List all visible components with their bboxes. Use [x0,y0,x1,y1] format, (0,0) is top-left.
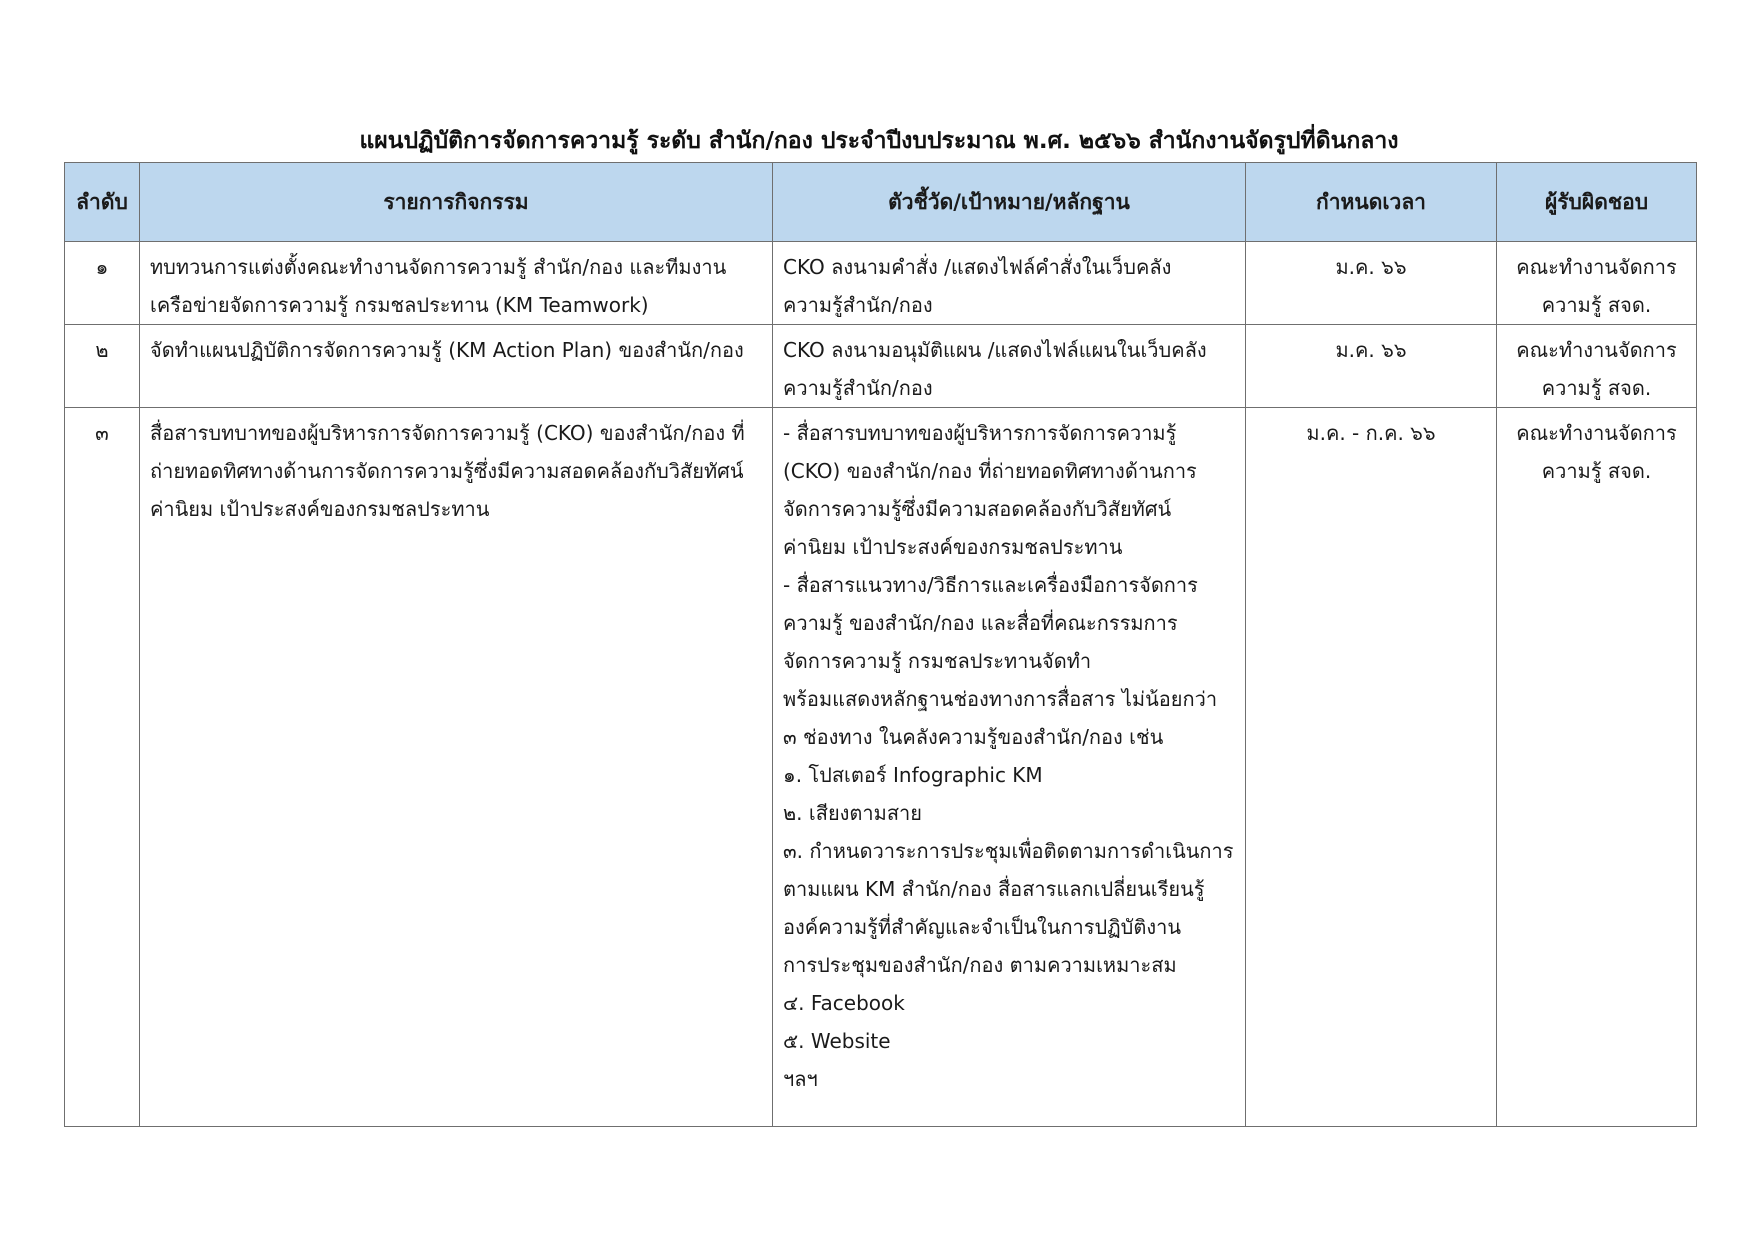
indicator-line: จัดการความรู้ กรมชลประทานจัดทำ [783,649,1092,673]
owner-line: ความรู้ สจด. [1541,293,1652,317]
row-indicator [773,242,1246,325]
km-action-plan-table [64,162,1697,1127]
header-indicator: ตัวชี้วัด/เป้าหมาย/หลักฐาน [773,163,1246,242]
indicator-line: ฯลฯ [783,1067,818,1091]
owner-line: คณะทำงานจัดการ [1516,255,1677,279]
header-number: ลำดับ [65,163,140,242]
activity-line: ทบทวนการแต่งตั้งคณะทำงานจัดการความรู้ สำนัก/กอง และทีมงาน [150,255,727,279]
row-activity [140,408,773,1127]
indicator-line: (CKO) ของสำนัก/กอง ที่ถ่ายทอดทิศทางด้านการ [783,459,1197,483]
owner-line: ความรู้ สจด. [1541,376,1652,400]
indicator-line: ค่านิยม เป้าประสงค์ของกรมชลประทาน [783,535,1123,559]
indicator-line: ๔. Facebook [783,991,905,1015]
activity-line: เครือข่ายจัดการความรู้ กรมชลประทาน (KM Teamwork) [150,293,649,317]
indicator-line: - สื่อสารบทบาทของผู้บริหารการจัดการความรู้ [783,421,1177,445]
indicator-line: CKO ลงนามคำสั่ง /แสดงไฟล์คำสั่งในเว็บคลัง [783,255,1172,279]
indicator-line: องค์ความรู้ที่สำคัญและจำเป็นในการปฏิบัติงาน [783,915,1181,939]
indicator-line: ความรู้สำนัก/กอง [783,376,933,400]
row-indicator [773,325,1246,408]
indicator-line: ความรู้สำนัก/กอง [783,293,933,317]
row-number: ๑ [65,242,140,325]
activity-line: ค่านิยม เป้าประสงค์ของกรมชลประทาน [150,497,490,521]
row-schedule: ม.ค. - ก.ค. ๖๖ [1246,408,1497,1127]
indicator-line: - สื่อสารแนวทาง/วิธีการและเครื่องมือการจัดการ [783,573,1198,597]
owner-line: คณะทำงานจัดการ [1516,421,1677,445]
indicator-line: ๓ ช่องทาง ในคลังความรู้ของสำนัก/กอง เช่น [783,725,1164,749]
row-activity [140,325,773,408]
row-owner [1497,408,1697,1127]
row-schedule: ม.ค. ๖๖ [1246,242,1497,325]
row-owner [1497,242,1697,325]
header-owner: ผู้รับผิดชอบ [1497,163,1697,242]
activity-line: ถ่ายทอดทิศทางด้านการจัดการความรู้ซึ่งมีความสอดคล้องกับวิสัยทัศน์ [150,459,744,483]
header-schedule: กำหนดเวลา [1246,163,1497,242]
row-schedule: ม.ค. ๖๖ [1246,325,1497,408]
row-activity [140,242,773,325]
indicator-line: ๑. โปสเตอร์ Infographic KM [783,763,1043,787]
activity-line: สื่อสารบทบาทของผู้บริหารการจัดการความรู้ (CKO) ของสำนัก/กอง ที่ [150,421,745,445]
indicator-line: CKO ลงนามอนุมัติแผน /แสดงไฟล์แผนในเว็บคลัง [783,338,1207,362]
table-row [65,325,1697,408]
table-row [65,242,1697,325]
indicator-line: การประชุมของสำนัก/กอง ตามความเหมาะสม [783,953,1177,977]
row-indicator [773,408,1246,1127]
indicator-line: ตามแผน KM สำนัก/กอง สื่อสารแลกเปลี่ยนเรียนรู้ [783,877,1205,901]
indicator-line: ๕. Website [783,1029,891,1053]
row-number: ๒ [65,325,140,408]
row-number: ๓ [65,408,140,1127]
header-activity: รายการกิจกรรม [140,163,773,242]
owner-line: คณะทำงานจัดการ [1516,338,1677,362]
indicator-line: จัดการความรู้ซึ่งมีความสอดคล้องกับวิสัยทัศน์ [783,497,1172,521]
activity-line: จัดทำแผนปฏิบัติการจัดการความรู้ (KM Action Plan) ของสำนัก/กอง [150,338,744,362]
table-row [65,408,1697,1127]
indicator-line: ความรู้ ของสำนัก/กอง และสื่อที่คณะกรรมการ [783,611,1178,635]
indicator-line: ๓. กำหนดวาระการประชุมเพื่อติดตามการดำเนินการ [783,839,1234,863]
owner-line: ความรู้ สจด. [1541,459,1652,483]
indicator-line: ๒. เสียงตามสาย [783,801,922,825]
row-owner [1497,325,1697,408]
indicator-line: พร้อมแสดงหลักฐานช่องทางการสื่อสาร ไม่น้อยกว่า [783,687,1218,711]
document-title: แผนปฏิบัติการจัดการความรู้ ระดับ สำนัก/กอง ประจำปีงบประมาณ พ.ศ. ๒๕๖๖ สำนักงานจัดรูปที่ดินกลาง [359,128,1399,154]
table-header-row [65,163,1697,242]
